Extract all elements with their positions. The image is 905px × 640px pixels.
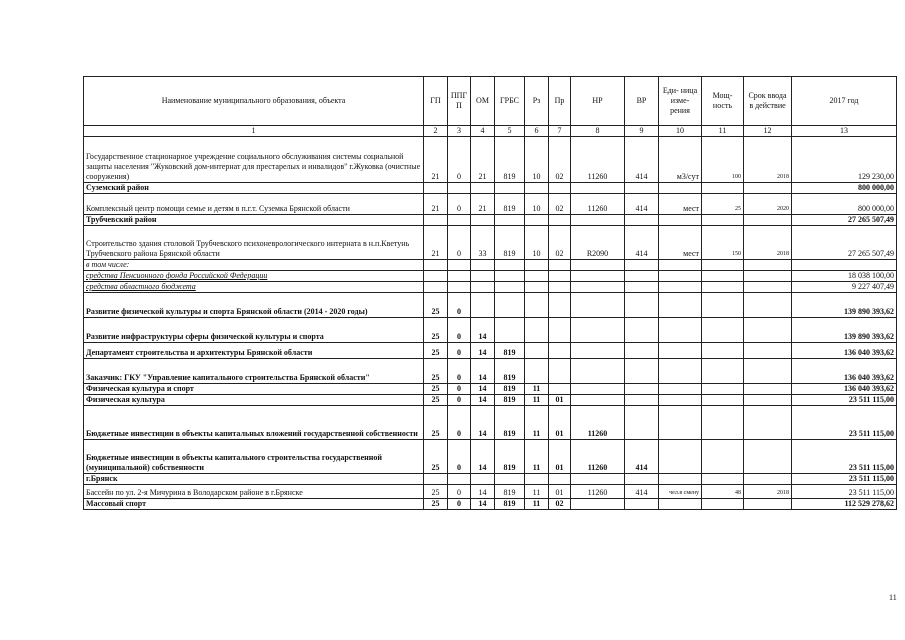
row-gp: 21	[424, 194, 448, 215]
table-row	[84, 499, 897, 510]
row-amount	[792, 260, 897, 271]
row-ppgp	[448, 215, 471, 226]
row-unit	[659, 359, 702, 384]
row-om	[471, 215, 495, 226]
row-ppgp: 0	[448, 137, 471, 183]
row-unit	[659, 183, 702, 194]
row-name: в том числе:	[84, 260, 424, 271]
row-gp: 25	[424, 293, 448, 318]
row-om: 14	[471, 318, 495, 343]
row-unit	[659, 215, 702, 226]
row-power	[702, 359, 744, 384]
row-om	[471, 183, 495, 194]
row-pr	[549, 318, 571, 343]
row-gp	[424, 183, 448, 194]
column-number: 10	[659, 126, 702, 137]
row-amount: 136 040 393,62	[792, 343, 897, 359]
row-pr	[549, 474, 571, 485]
row-nr	[571, 183, 625, 194]
row-name: Развитие физической культуры и спорта Брянской области (2014 - 2020 годы)	[84, 293, 424, 318]
row-power	[702, 384, 744, 395]
row-grbs	[495, 282, 525, 293]
row-ppgp: 0	[448, 226, 471, 260]
row-rz	[525, 318, 549, 343]
row-nr	[571, 215, 625, 226]
row-power: 150	[702, 226, 744, 260]
row-power	[702, 474, 744, 485]
row-rz	[525, 359, 549, 384]
row-term	[744, 183, 792, 194]
row-gp: 25	[424, 384, 448, 395]
row-term	[744, 395, 792, 406]
row-grbs	[495, 474, 525, 485]
row-ppgp: 0	[448, 384, 471, 395]
row-ppgp: 0	[448, 485, 471, 499]
column-header: Пр	[549, 77, 571, 126]
row-rz: 11	[525, 406, 549, 440]
row-grbs: 819	[495, 226, 525, 260]
row-nr: 11260	[571, 406, 625, 440]
row-name: Трубчевский район	[84, 215, 424, 226]
column-number: 11	[702, 126, 744, 137]
row-nr	[571, 318, 625, 343]
row-power: 100	[702, 137, 744, 183]
column-header: Еди- ница изме- рения	[659, 77, 702, 126]
column-number: 13	[792, 126, 897, 137]
row-rz	[525, 282, 549, 293]
row-ppgp: 0	[448, 406, 471, 440]
row-nr	[571, 271, 625, 282]
row-pr	[549, 343, 571, 359]
column-number: 5	[495, 126, 525, 137]
row-om	[471, 271, 495, 282]
row-ppgp	[448, 260, 471, 271]
row-ppgp: 0	[448, 395, 471, 406]
row-amount: 9 227 407,49	[792, 282, 897, 293]
row-name: Бюджетные инвестиции в объекты капитальных вложений государственной собственности	[84, 406, 424, 440]
row-om: 33	[471, 226, 495, 260]
row-gp: 25	[424, 485, 448, 499]
row-rz	[525, 293, 549, 318]
row-gp: 25	[424, 318, 448, 343]
column-number: 8	[571, 126, 625, 137]
row-amount: 23 511 115,00	[792, 474, 897, 485]
row-grbs: 819	[495, 359, 525, 384]
row-nr: 11260	[571, 137, 625, 183]
row-grbs	[495, 183, 525, 194]
row-grbs: 819	[495, 384, 525, 395]
column-header: НР	[571, 77, 625, 126]
row-rz: 11	[525, 499, 549, 510]
row-ppgp	[448, 183, 471, 194]
row-amount: 800 000,00	[792, 183, 897, 194]
table-row	[84, 406, 897, 440]
row-nr	[571, 384, 625, 395]
row-unit	[659, 271, 702, 282]
row-amount: 23 511 115,00	[792, 440, 897, 474]
row-grbs	[495, 318, 525, 343]
row-term: 2018	[744, 226, 792, 260]
page-number: 11	[889, 593, 897, 602]
table-row	[84, 474, 897, 485]
row-pr	[549, 183, 571, 194]
row-rz: 11	[525, 395, 549, 406]
column-header: 2017 год	[792, 77, 897, 126]
row-vr: 414	[625, 137, 659, 183]
column-number: 4	[471, 126, 495, 137]
row-nr: 11260	[571, 440, 625, 474]
row-name: Бюджетные инвестиции в объекты капитального строительства государственной (муниципальной) собственности	[84, 440, 424, 474]
row-pr	[549, 260, 571, 271]
row-pr	[549, 271, 571, 282]
row-pr: 02	[549, 194, 571, 215]
row-unit	[659, 395, 702, 406]
row-term	[744, 282, 792, 293]
column-number: 6	[525, 126, 549, 137]
row-amount: 27 265 507,49	[792, 215, 897, 226]
row-power	[702, 260, 744, 271]
row-gp: 25	[424, 406, 448, 440]
row-power: 25	[702, 194, 744, 215]
row-unit	[659, 440, 702, 474]
row-amount: 27 265 507,49	[792, 226, 897, 260]
row-om: 14	[471, 395, 495, 406]
row-rz	[525, 183, 549, 194]
row-pr: 01	[549, 485, 571, 499]
row-gp: 21	[424, 137, 448, 183]
row-pr	[549, 384, 571, 395]
row-term	[744, 343, 792, 359]
row-gp	[424, 215, 448, 226]
row-vr	[625, 293, 659, 318]
table-row	[84, 293, 897, 318]
row-amount: 23 511 115,00	[792, 406, 897, 440]
row-vr	[625, 271, 659, 282]
row-vr	[625, 183, 659, 194]
row-ppgp: 0	[448, 343, 471, 359]
row-pr	[549, 359, 571, 384]
row-nr	[571, 395, 625, 406]
row-term	[744, 293, 792, 318]
row-vr: 414	[625, 226, 659, 260]
row-gp	[424, 271, 448, 282]
row-unit: мест	[659, 226, 702, 260]
row-rz: 11	[525, 485, 549, 499]
row-pr	[549, 282, 571, 293]
row-power	[702, 395, 744, 406]
row-rz: 10	[525, 226, 549, 260]
row-name: Суземский район	[84, 183, 424, 194]
row-amount: 139 890 393,62	[792, 318, 897, 343]
row-amount: 129 230,00	[792, 137, 897, 183]
row-unit: м3/сут	[659, 137, 702, 183]
row-ppgp: 0	[448, 440, 471, 474]
row-rz	[525, 474, 549, 485]
column-header: Наименование муниципального образования, объекта	[84, 77, 424, 126]
row-om: 14	[471, 485, 495, 499]
row-vr	[625, 260, 659, 271]
row-nr	[571, 282, 625, 293]
row-om	[471, 260, 495, 271]
row-vr	[625, 359, 659, 384]
table-row	[84, 226, 897, 260]
row-term	[744, 384, 792, 395]
row-grbs: 819	[495, 194, 525, 215]
row-grbs	[495, 215, 525, 226]
row-term	[744, 260, 792, 271]
row-vr	[625, 215, 659, 226]
budget-table	[83, 76, 897, 510]
row-nr: 11260	[571, 485, 625, 499]
row-name: Массовый спорт	[84, 499, 424, 510]
row-grbs: 819	[495, 406, 525, 440]
row-rz	[525, 271, 549, 282]
row-rz: 10	[525, 137, 549, 183]
row-name: г.Брянск	[84, 474, 424, 485]
row-name: Физическая культура	[84, 395, 424, 406]
table-row	[84, 215, 897, 226]
table-row	[84, 318, 897, 343]
row-nr	[571, 359, 625, 384]
header-row	[84, 77, 897, 126]
row-gp: 25	[424, 359, 448, 384]
row-pr: 02	[549, 137, 571, 183]
row-amount: 136 040 393,62	[792, 359, 897, 384]
row-amount: 136 040 393,62	[792, 384, 897, 395]
table-row	[84, 395, 897, 406]
row-nr	[571, 499, 625, 510]
row-gp	[424, 474, 448, 485]
row-unit	[659, 260, 702, 271]
row-unit	[659, 474, 702, 485]
column-header: Мощ- ность	[702, 77, 744, 126]
row-ppgp: 0	[448, 318, 471, 343]
row-nr	[571, 343, 625, 359]
row-unit	[659, 293, 702, 318]
row-grbs	[495, 293, 525, 318]
row-vr	[625, 318, 659, 343]
table-row	[84, 194, 897, 215]
row-om	[471, 293, 495, 318]
column-number: 12	[744, 126, 792, 137]
row-grbs: 819	[495, 395, 525, 406]
row-unit	[659, 282, 702, 293]
table-row	[84, 282, 897, 293]
row-grbs	[495, 260, 525, 271]
row-name: Комплексный центр помощи семье и детям в п.г.т. Суземка Брянской области	[84, 194, 424, 215]
column-number: 2	[424, 126, 448, 137]
row-gp: 25	[424, 343, 448, 359]
column-number: 1	[84, 126, 424, 137]
row-unit	[659, 318, 702, 343]
row-power	[702, 293, 744, 318]
row-rz: 11	[525, 384, 549, 395]
row-om: 14	[471, 440, 495, 474]
table-row	[84, 343, 897, 359]
column-header: ГП	[424, 77, 448, 126]
row-term: 2020	[744, 194, 792, 215]
column-header: Рз	[525, 77, 549, 126]
row-name: Бассейн по ул. 2-я Мичурина в Володарском районе в г.Брянске	[84, 485, 424, 499]
column-header: ВР	[625, 77, 659, 126]
row-rz	[525, 260, 549, 271]
row-gp: 21	[424, 226, 448, 260]
table-row	[84, 183, 897, 194]
row-grbs	[495, 271, 525, 282]
row-name: Государственное стационарное учреждение социального обслуживания системы социальной защиты населения "Жуковский дом-интернат для престарелых и инвалидов" г.Жуковка (очистные сооружения)	[84, 137, 424, 183]
row-unit	[659, 343, 702, 359]
row-term	[744, 318, 792, 343]
row-term	[744, 440, 792, 474]
row-rz	[525, 343, 549, 359]
row-grbs: 819	[495, 499, 525, 510]
row-pr	[549, 293, 571, 318]
row-vr	[625, 499, 659, 510]
row-grbs: 819	[495, 343, 525, 359]
column-number: 3	[448, 126, 471, 137]
row-power	[702, 499, 744, 510]
row-om	[471, 282, 495, 293]
row-unit	[659, 406, 702, 440]
row-grbs: 819	[495, 440, 525, 474]
row-om: 14	[471, 359, 495, 384]
row-vr	[625, 384, 659, 395]
row-unit	[659, 384, 702, 395]
row-pr: 02	[549, 226, 571, 260]
row-ppgp: 0	[448, 359, 471, 384]
row-power	[702, 318, 744, 343]
row-ppgp: 0	[448, 499, 471, 510]
row-name: Строительство здания столовой Трубчевского психоневрологического интерната в н.п.Кветунь Трубчевского района Брянской области	[84, 226, 424, 260]
row-amount: 23 511 115,00	[792, 395, 897, 406]
row-nr: R2090	[571, 226, 625, 260]
table-row	[84, 440, 897, 474]
row-power	[702, 183, 744, 194]
row-power	[702, 406, 744, 440]
table-row	[84, 485, 897, 499]
row-gp	[424, 282, 448, 293]
column-header: Срок ввода в действие	[744, 77, 792, 126]
row-power	[702, 343, 744, 359]
column-number-row	[84, 126, 897, 137]
row-gp	[424, 260, 448, 271]
row-ppgp: 0	[448, 293, 471, 318]
column-header: ГРБС	[495, 77, 525, 126]
row-term	[744, 406, 792, 440]
row-amount: 139 890 393,62	[792, 293, 897, 318]
row-om: 14	[471, 343, 495, 359]
row-vr: 414	[625, 194, 659, 215]
column-header: ППГ П	[448, 77, 471, 126]
row-rz: 11	[525, 440, 549, 474]
row-name: средства областного бюджета	[84, 282, 424, 293]
row-term: 2018	[744, 137, 792, 183]
row-amount: 23 511 115,00	[792, 485, 897, 499]
row-power	[702, 440, 744, 474]
row-nr	[571, 260, 625, 271]
table-row	[84, 271, 897, 282]
table-row	[84, 359, 897, 384]
row-vr: 414	[625, 485, 659, 499]
row-vr	[625, 474, 659, 485]
row-name: Заказчик: ГКУ "Управление капитального строительства Брянской области"	[84, 359, 424, 384]
row-rz	[525, 215, 549, 226]
row-power	[702, 271, 744, 282]
row-om: 21	[471, 194, 495, 215]
row-om: 14	[471, 499, 495, 510]
row-unit: чел.в смену	[659, 485, 702, 499]
row-om: 14	[471, 406, 495, 440]
row-om: 21	[471, 137, 495, 183]
column-number: 9	[625, 126, 659, 137]
row-name: Развитие инфраструктуры сферы физической культуры и спорта	[84, 318, 424, 343]
row-amount: 18 038 100,00	[792, 271, 897, 282]
row-term	[744, 359, 792, 384]
column-number: 7	[549, 126, 571, 137]
row-power	[702, 215, 744, 226]
table-row	[84, 384, 897, 395]
row-term	[744, 215, 792, 226]
row-nr	[571, 293, 625, 318]
row-vr: 414	[625, 440, 659, 474]
row-ppgp	[448, 271, 471, 282]
row-name: Департамент строительства и архитектуры Брянской области	[84, 343, 424, 359]
row-vr	[625, 282, 659, 293]
row-grbs: 819	[495, 485, 525, 499]
row-vr	[625, 406, 659, 440]
row-pr: 01	[549, 406, 571, 440]
row-pr: 01	[549, 395, 571, 406]
row-ppgp	[448, 474, 471, 485]
row-om: 14	[471, 384, 495, 395]
row-name: Физическая культура и спорт	[84, 384, 424, 395]
row-nr	[571, 474, 625, 485]
row-grbs: 819	[495, 137, 525, 183]
row-term	[744, 499, 792, 510]
row-pr: 01	[549, 440, 571, 474]
row-pr	[549, 215, 571, 226]
row-pr: 02	[549, 499, 571, 510]
row-om	[471, 474, 495, 485]
row-amount: 112 529 278,62	[792, 499, 897, 510]
column-header: ОМ	[471, 77, 495, 126]
row-gp: 25	[424, 440, 448, 474]
row-vr	[625, 343, 659, 359]
row-term	[744, 474, 792, 485]
row-power	[702, 282, 744, 293]
row-amount: 800 000,00	[792, 194, 897, 215]
row-vr	[625, 395, 659, 406]
table-row	[84, 260, 897, 271]
row-power: 48	[702, 485, 744, 499]
row-term	[744, 271, 792, 282]
row-nr: 11260	[571, 194, 625, 215]
row-ppgp	[448, 282, 471, 293]
row-term: 2018	[744, 485, 792, 499]
row-ppgp: 0	[448, 194, 471, 215]
row-unit: мест	[659, 194, 702, 215]
row-gp: 25	[424, 395, 448, 406]
table-row	[84, 137, 897, 183]
row-unit	[659, 499, 702, 510]
row-name: средства Пенсионного фонда Российской Федерации	[84, 271, 424, 282]
row-rz: 10	[525, 194, 549, 215]
row-gp: 25	[424, 499, 448, 510]
